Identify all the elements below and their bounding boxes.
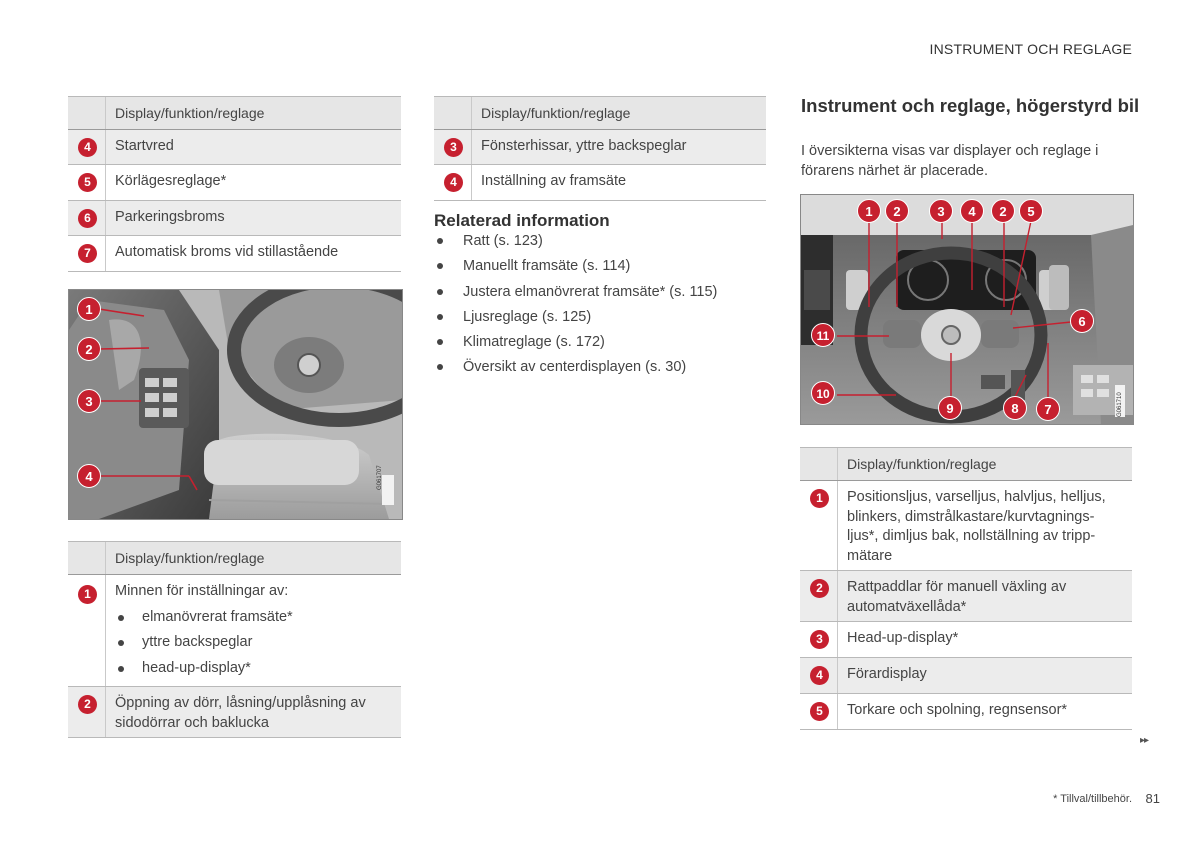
number-badge: 6	[78, 209, 97, 228]
callout-9: 9	[938, 396, 962, 420]
table-right	[800, 447, 1132, 730]
section-heading: Instrument och reglage, högerstyrd bil	[801, 95, 1140, 116]
table-row	[800, 694, 1132, 730]
number-badge: 7	[78, 244, 97, 263]
door-controls-illustration	[69, 290, 402, 519]
footnote: * Tillval/tillbehör.	[1053, 793, 1132, 805]
dashboard-photo	[800, 194, 1134, 425]
number-badge: 1	[810, 489, 829, 508]
table-row	[68, 201, 401, 236]
number-badge: 4	[78, 138, 97, 157]
related-link[interactable]: Ljusreglage (s. 125)	[434, 309, 717, 334]
number-badge: 2	[78, 695, 97, 714]
number-badge: 4	[444, 173, 463, 192]
callout-3: 3	[77, 389, 101, 413]
table-row	[434, 130, 766, 165]
table-row	[434, 165, 766, 201]
table-header	[68, 97, 401, 130]
door-controls-photo	[68, 289, 403, 520]
row-text: Head-up-display*	[837, 622, 1132, 657]
table-row	[800, 622, 1132, 658]
row-text: Parkeringsbroms	[105, 201, 401, 235]
table-header-label: Display/funktion/reglage	[105, 542, 264, 574]
table-header-label: Display/funktion/reglage	[105, 97, 264, 129]
callout-3: 3	[929, 199, 953, 223]
table-row	[800, 571, 1132, 622]
callout-11: 11	[811, 323, 835, 347]
number-badge: 4	[810, 666, 829, 685]
callout-2b: 2	[991, 199, 1015, 223]
running-head: INSTRUMENT OCH REGLAGE	[929, 41, 1132, 57]
number-badge: 5	[78, 173, 97, 192]
table-bottom-left	[68, 541, 401, 738]
page-number: 81	[1145, 791, 1160, 806]
list-item: elmanövrerat framsäte*	[115, 608, 393, 628]
number-badge: 3	[810, 630, 829, 649]
table-row	[800, 481, 1132, 571]
related-info-heading: Relaterad information	[434, 211, 610, 230]
list-item: head-up-display*	[115, 659, 393, 679]
table-row	[68, 236, 401, 272]
related-link[interactable]: Manuellt framsäte (s. 114)	[434, 258, 717, 283]
callout-5: 5	[1019, 199, 1043, 223]
callout-2: 2	[77, 337, 101, 361]
callout-7: 7	[1036, 397, 1060, 421]
row-text	[105, 575, 401, 686]
row-text: Öppning av dörr, låsning/upplåsning av sidodörrar och baklucka	[105, 687, 401, 737]
row-text: Förardisplay	[837, 658, 1132, 693]
table-row	[68, 687, 401, 738]
callout-4: 4	[960, 199, 984, 223]
row-text: Fönsterhissar, yttre backspeglar	[471, 130, 766, 164]
callout-6: 6	[1070, 309, 1094, 333]
continue-arrows-icon: ▸▸	[1139, 735, 1148, 746]
callout-10: 10	[811, 381, 835, 405]
image-code: G061710	[1117, 392, 1123, 417]
row-text: Startvred	[105, 130, 401, 164]
related-info-list	[434, 233, 717, 385]
row-text: Inställning av framsäte	[471, 165, 766, 200]
related-link[interactable]: Ratt (s. 123)	[434, 233, 717, 258]
image-code: G061707	[377, 465, 383, 490]
callout-4: 4	[77, 464, 101, 488]
intro-paragraph: I översikterna visas var displayer och reglage i förarens närhet är placerade.	[801, 143, 1099, 179]
table-top-left	[68, 96, 401, 272]
table-header-label: Display/funktion/reglage	[837, 448, 996, 480]
table-middle	[434, 96, 766, 201]
number-badge: 3	[444, 138, 463, 157]
related-link[interactable]: Justera elmanövrerat framsäte* (s. 115)	[434, 284, 717, 309]
related-link[interactable]: Klimatreglage (s. 172)	[434, 334, 717, 359]
number-badge: 5	[810, 702, 829, 721]
row-text: Positionsljus, varselljus, halvljus, helljus, blinkers, dimstrålkastare/kurvtagnings-ljus*, dimljus bak, nollställning av tripp-mätare	[837, 481, 1132, 570]
number-badge: 1	[78, 585, 97, 604]
row-text: Körlägesreglage*	[105, 165, 401, 200]
callout-1: 1	[77, 297, 101, 321]
table-header-label: Display/funktion/reglage	[471, 97, 630, 129]
row-text: Rattpaddlar för manuell växling av automatväxellåda*	[837, 571, 1132, 621]
table-row	[68, 575, 401, 687]
table-row	[68, 165, 401, 201]
row-text: Automatisk broms vid stillastående	[105, 236, 401, 271]
callout-2: 2	[885, 199, 909, 223]
callout-8: 8	[1003, 396, 1027, 420]
table-header	[68, 542, 401, 575]
table-header	[434, 97, 766, 130]
row-lead-text: Minnen för inställningar av:	[115, 583, 289, 599]
number-badge: 2	[810, 579, 829, 598]
callout-1: 1	[857, 199, 881, 223]
row-text: Torkare och spolning, regnsensor*	[837, 694, 1132, 729]
table-header	[800, 448, 1132, 481]
list-item: yttre backspeglar	[115, 633, 393, 653]
table-row	[68, 130, 401, 165]
related-link[interactable]: Översikt av centerdisplayen (s. 30)	[434, 359, 717, 384]
table-row	[800, 658, 1132, 694]
